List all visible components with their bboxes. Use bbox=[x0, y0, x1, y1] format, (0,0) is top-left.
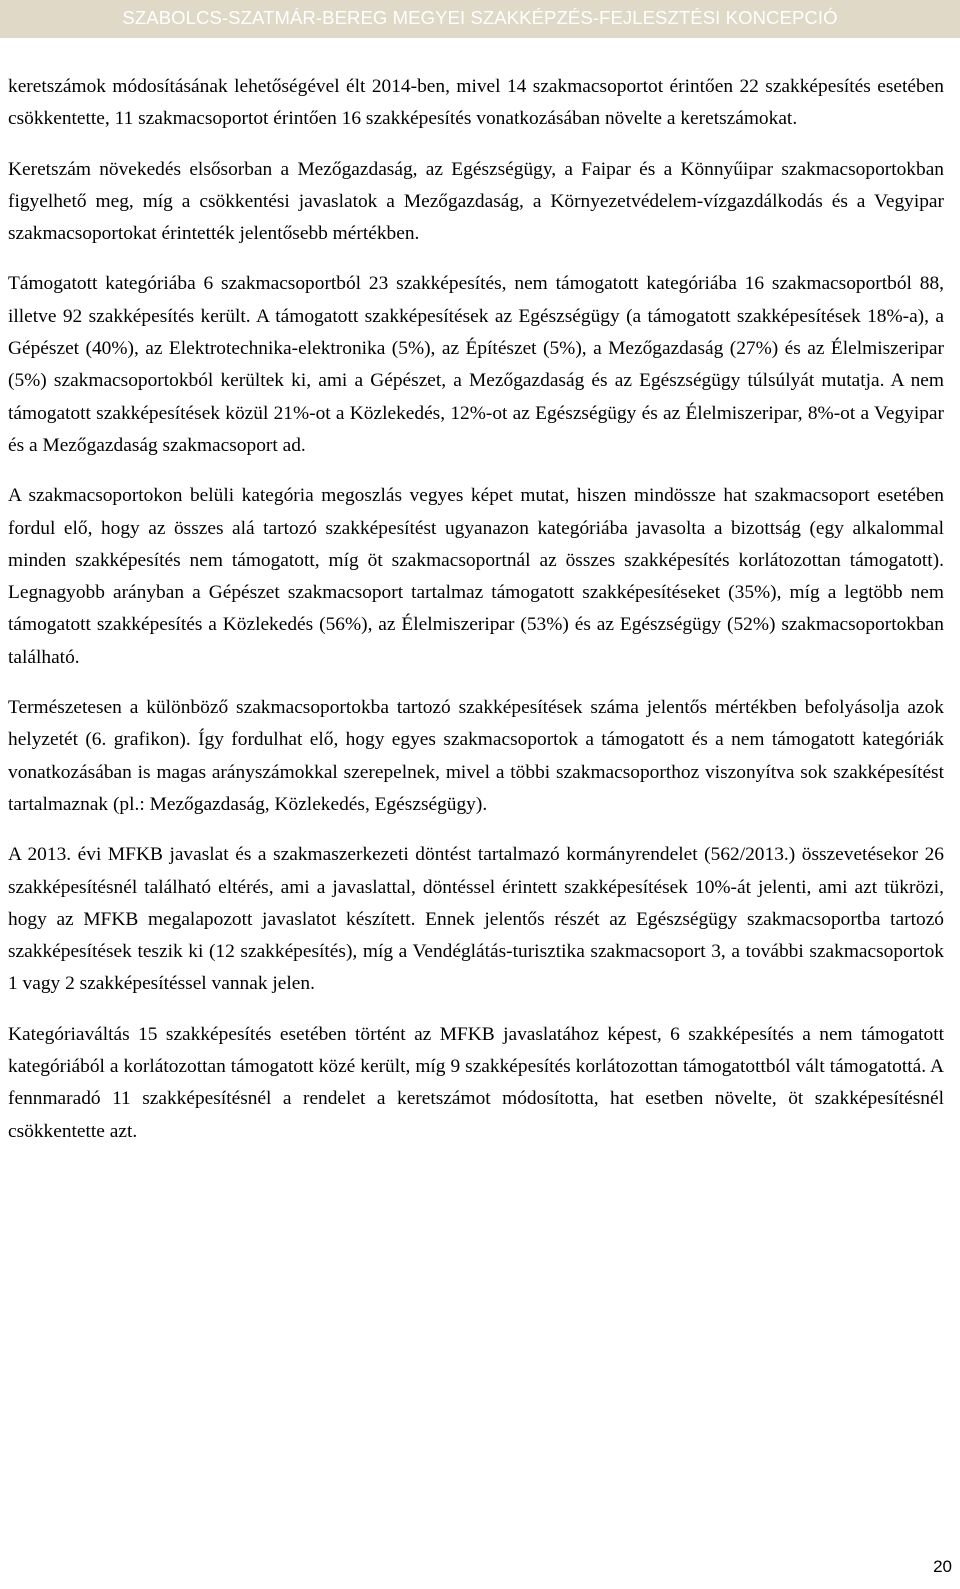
paragraph-3: Támogatott kategóriába 6 szakmacsoportból 23 szakképesítés, nem támogatott kategóriába 16 szakmacsoportból 88, illetve 92 szakképesítés került. A támogatott szakképesítések az Egészségügy (a támogatott szakképesítések 18%-a), a Gépészet (40%), az Elektrotechnika-elektronika (5%), az Építészet (5%), a Mezőgazdaság (27%) és az Élelmiszeripar (5%) szakmacsoportokból kerültek ki, ami a Gépészet, a Mezőgazdaság és az Egészségügy túlsúlyát mutatja. A nem támogatott szakképesítések közül 21%-ot a Közlekedés, 12%-ot az Egészségügy és az Élelmiszeripar, 8%-ot a Vegyipar és a Mezőgazdaság szakmacsoport ad. bbox=[8, 273, 944, 456]
paragraph-6: A 2013. évi MFKB javaslat és a szakmaszerkezeti döntést tartalmazó kormányrendelet (562/2013.) összevetésekor 26 szakképesítésnél található eltérés, ami a javaslattal, döntéssel érintett szakképesítések 10%-át jelenti, ami azt tükrözi, hogy az MFKB megalapozott javaslatot készített. Ennek jelentős részét az Egészségügy szakmacsoportba tartozó szakképesítések teszik ki (12 szakképesítés), míg a Vendéglátás-turisztika szakmacsoport 3, a további szakmacsoportok 1 vagy 2 szakképesítéssel vannak jelen. bbox=[8, 844, 944, 995]
paragraph-5: Természetesen a különböző szakmacsoportokba tartozó szakképesítések száma jelentős mértékben befolyásolja azok helyzetét (6. grafikon). Így fordulhat elő, hogy egyes szakmacsoportok a támogatott és a nem támogatott kategóriák vonatkozásában is magas arányszámokkal szerepelnek, mivel a többi szakmacsoporthoz viszonyítva sok szakképesítést tartalmaznak (pl.: Mezőgazdaság, Közlekedés, Egészségügy). bbox=[8, 697, 944, 815]
document-body bbox=[8, 71, 944, 1166]
paragraph-2: Keretszám növekedés elsősorban a Mezőgazdaság, az Egészségügy, a Faipar és a Könnyűipar szakmacsoportokban figyelhető meg, míg a csökkentési javaslatok a Mezőgazdaság, a Környezetvédelem-vízgazdálkodás és a Vegyipar szakmacsoportokat érintették jelentősebb mértékben. bbox=[8, 158, 944, 245]
page-number: 20 bbox=[933, 1557, 952, 1576]
paragraph-1: keretszámok módosításának lehetőségével élt 2014-ben, mivel 14 szakmacsoportot érintően 22 szakképesítés esetében csökkentette, 11 szakmacsoportot érintően 16 szakképesítés vonatkozásában növelte a keretszámokat. bbox=[8, 76, 944, 130]
paragraph-4: A szakmacsoportokon belüli kategória megoszlás vegyes képet mutat, hiszen mindössze hat szakmacsoport esetében fordul elő, hogy az összes alá tartozó szakképesítést ugyanazon kategóriába javasolta a bizottság (egy alkalommal minden szakképesítés nem támogatott, míg öt szakmacsoportnál az összes szakképesítés korlátozottan támogatott). Legnagyobb arányban a Gépészet szakmacsoport tartalmaz támogatott szakképesítéseket (35%), míg a legtöbb nem támogatott szakképesítés a Közlekedés (56%), az Élelmiszeripar (53%) és az Egészségügy (52%) szakmacsoportokban található. bbox=[8, 485, 944, 668]
paragraph-7: Kategóriaváltás 15 szakképesítés esetében történt az MFKB javaslatához képest, 6 szakképesítés a nem támogatott kategóriából a korlátozottan támogatott közé került, míg 9 szakképesítés korlátozottan támogatottból vált támogatottá. A fennmaradó 11 szakképesítésnél a rendelet a keretszámot módosította, hat esetben növelte, öt szakképesítésnél csökkentette azt. bbox=[8, 1023, 944, 1142]
document-header-title: SZABOLCS-SZATMÁR-BEREG MEGYEI SZAKKÉPZÉS-FEJLESZTÉSI KONCEPCIÓ bbox=[122, 7, 838, 28]
